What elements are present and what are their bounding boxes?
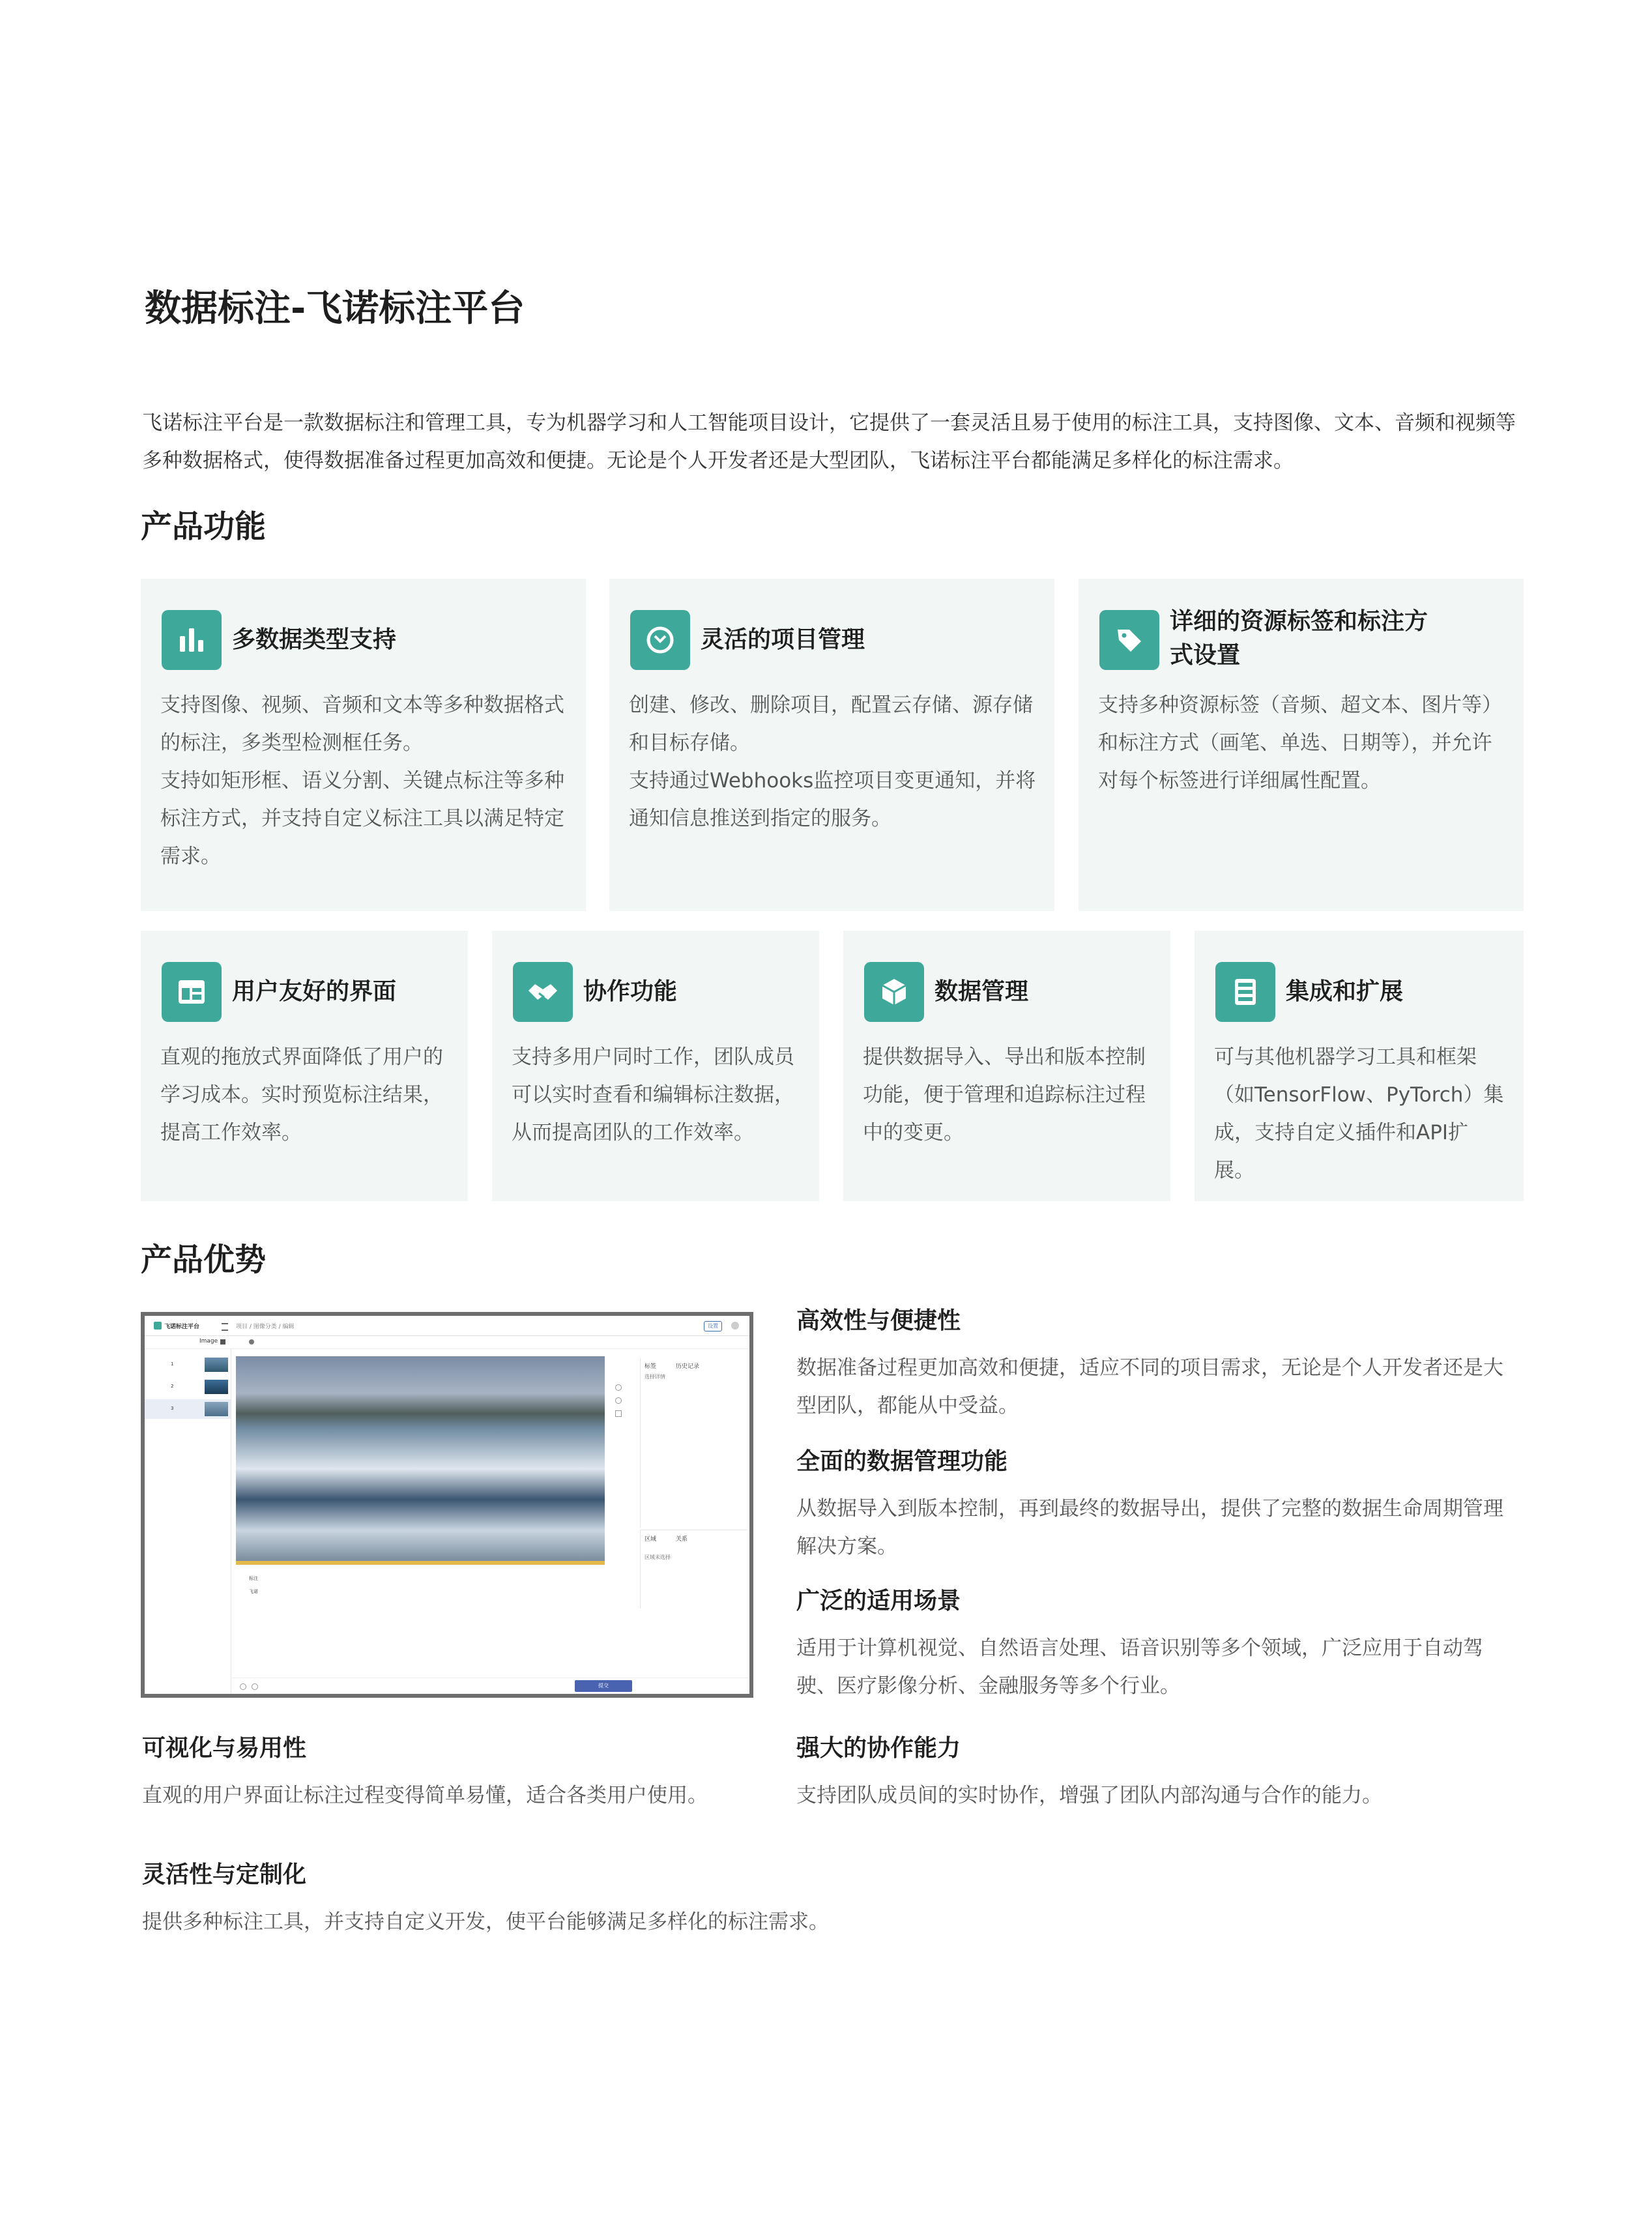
feature-card-data bbox=[843, 931, 1170, 1201]
ss-toolbar bbox=[145, 1335, 749, 1349]
advantage-title: 广泛的适用场景 bbox=[796, 1588, 961, 1614]
ss-settings-button[interactable]: 设置 bbox=[704, 1321, 722, 1331]
advantage-title: 全面的数据管理功能 bbox=[796, 1448, 1008, 1475]
feature-title: 用户友好的界面 bbox=[232, 978, 397, 1005]
cube-icon bbox=[864, 962, 924, 1022]
zoom-out-icon[interactable] bbox=[615, 1397, 622, 1404]
page-title: 数据标注-飞诺标注平台 bbox=[145, 287, 525, 330]
features-heading: 产品功能 bbox=[141, 508, 267, 545]
bar-chart-icon bbox=[162, 610, 222, 670]
ss-breadcrumb: 项目 / 图像分类 / 编辑 bbox=[236, 1324, 295, 1330]
feature-title: 集成和扩展 bbox=[1286, 978, 1404, 1005]
feature-card-project bbox=[609, 579, 1054, 911]
tab-labels[interactable]: 标签 bbox=[645, 1363, 657, 1370]
handshake-icon bbox=[513, 962, 573, 1022]
tab-history[interactable]: 历史记录 bbox=[676, 1363, 700, 1370]
intro-paragraph: 飞诺标注平台是一款数据标注和管理工具，专为机器学习和人工智能项目设计，它提供了一套灵活且易于使用的标注工具，支持图像、文本、音频和视频等多种数据格式，使得数据准备过程更加高效和便捷。无论是个人开发者还是大型团队，飞诺标注平台都能满足多样化的标注需求。 bbox=[142, 411, 1516, 473]
tab-regions[interactable]: 区域 bbox=[645, 1536, 657, 1543]
advantage-title: 灵活性与定制化 bbox=[142, 1861, 307, 1888]
panel-item: 选择详情 bbox=[645, 1374, 665, 1380]
annotation-image[interactable] bbox=[236, 1356, 605, 1561]
ss-user-icon[interactable] bbox=[249, 1339, 254, 1345]
submit-button[interactable]: 提交 bbox=[575, 1680, 632, 1692]
advantage-desc: 提供多种标注工具，并支持自定义开发，使平台能够满足多样化的标注需求。 bbox=[142, 1910, 829, 1934]
ss-task-list bbox=[145, 1348, 231, 1694]
table-row[interactable]: 1 bbox=[145, 1355, 231, 1375]
feature-card-ui bbox=[141, 931, 468, 1201]
feature-card-integration bbox=[1195, 931, 1524, 1201]
feature-title: 详细的资源标签和标注方式设置 bbox=[1170, 608, 1428, 669]
feature-title: 协作功能 bbox=[583, 978, 678, 1005]
thumbnail bbox=[205, 1402, 228, 1416]
feature-card-collab bbox=[492, 931, 819, 1201]
ss-header bbox=[145, 1316, 749, 1336]
advantage-desc: 数据准备过程更加高效和便捷，适应不同的项目需求，无论是个人开发者还是大型团队，都能从中受益。 bbox=[796, 1356, 1503, 1418]
tag-icon bbox=[1099, 610, 1159, 670]
feature-desc: 支持多种资源标签（音频、超文本、图片等）和标注方式（画笔、单选、日期等），并允许对每个标签进行详细属性配置。 bbox=[1098, 693, 1502, 793]
advantage-desc: 从数据导入到版本控制，再到最终的数据导出，提供了完整的数据生命周期管理解决方案。 bbox=[796, 1497, 1503, 1558]
panel-item: 区域未选择 bbox=[645, 1554, 671, 1560]
ss-bottom-bar bbox=[231, 1678, 749, 1694]
advantage-desc: 支持团队成员间的实时协作，增强了团队内部沟通与合作的能力。 bbox=[796, 1784, 1382, 1807]
advantage-title: 强大的协作能力 bbox=[796, 1735, 961, 1762]
feature-card-multidata bbox=[141, 579, 586, 911]
undo-icon[interactable] bbox=[240, 1683, 246, 1690]
ss-grid-icon[interactable] bbox=[220, 1339, 225, 1345]
table-row[interactable]: 3 bbox=[145, 1399, 231, 1419]
ss-avatar[interactable] bbox=[731, 1322, 739, 1330]
advantages-heading: 产品优势 bbox=[141, 1242, 267, 1278]
advantage-title: 可视化与易用性 bbox=[142, 1735, 307, 1762]
thumbnail bbox=[205, 1358, 228, 1372]
feature-desc: 提供数据导入、导出和版本控制功能，便于管理和追踪标注过程中的变更。 bbox=[863, 1045, 1146, 1144]
feature-desc: 创建、修改、删除项目，配置云存储、源存储和目标存储。 支持通过Webhooks监控项目变更通知，并将通知信息推送到指定的服务。 bbox=[629, 693, 1036, 830]
feature-title: 数据管理 bbox=[935, 978, 1029, 1005]
ss-region-panel bbox=[640, 1530, 747, 1608]
app-screenshot bbox=[141, 1312, 753, 1698]
feature-title: 灵活的项目管理 bbox=[701, 626, 865, 653]
feature-title: 多数据类型支持 bbox=[232, 626, 397, 653]
redo-icon[interactable] bbox=[252, 1683, 258, 1690]
annotation-text: 飞诺 bbox=[249, 1589, 258, 1594]
image-scrollbar[interactable] bbox=[236, 1561, 605, 1565]
annotation-text: 标注 bbox=[249, 1576, 258, 1581]
project-cycle-icon bbox=[630, 610, 690, 670]
ss-app-name: 飞诺标注平台 bbox=[164, 1324, 200, 1330]
feature-desc: 直观的拖放式界面降低了用户的学习成本。实时预览标注结果，提高工作效率。 bbox=[160, 1045, 443, 1144]
advantage-desc: 适用于计算机视觉、自然语言处理、语音识别等多个领域，广泛应用于自动驾驶、医疗影像分析、金融服务等多个行业。 bbox=[796, 1636, 1483, 1698]
advantage-title: 高效性与便捷性 bbox=[796, 1307, 961, 1334]
feature-desc: 可与其他机器学习工具和框架（如TensorFlow、PyTorch）集成，支持自定义插件和API扩展。 bbox=[1214, 1045, 1504, 1182]
layout-icon bbox=[162, 962, 222, 1022]
ss-label-panel bbox=[640, 1358, 747, 1527]
server-icon bbox=[1215, 962, 1275, 1022]
ss-toolbar-label: Image bbox=[199, 1338, 218, 1345]
table-row[interactable]: 2 bbox=[145, 1377, 231, 1397]
zoom-in-icon[interactable] bbox=[615, 1384, 622, 1391]
ss-logo-icon bbox=[154, 1322, 162, 1330]
ss-menu-icon[interactable] bbox=[222, 1323, 228, 1331]
tab-relations[interactable]: 关系 bbox=[676, 1536, 688, 1543]
thumbnail bbox=[205, 1380, 228, 1394]
rotate-icon[interactable] bbox=[615, 1410, 622, 1417]
feature-desc: 支持图像、视频、音频和文本等多种数据格式的标注，多类型检测框任务。 支持如矩形框、语义分割、关键点标注等多种标注方式，并支持自定义标注工具以满足特定需求。 bbox=[160, 693, 564, 868]
advantage-desc: 直观的用户界面让标注过程变得简单易懂，适合各类用户使用。 bbox=[142, 1784, 708, 1807]
feature-card-tags bbox=[1079, 579, 1524, 911]
feature-desc: 支持多用户同时工作，团队成员可以实时查看和编辑标注数据，从而提高团队的工作效率。 bbox=[512, 1045, 794, 1144]
